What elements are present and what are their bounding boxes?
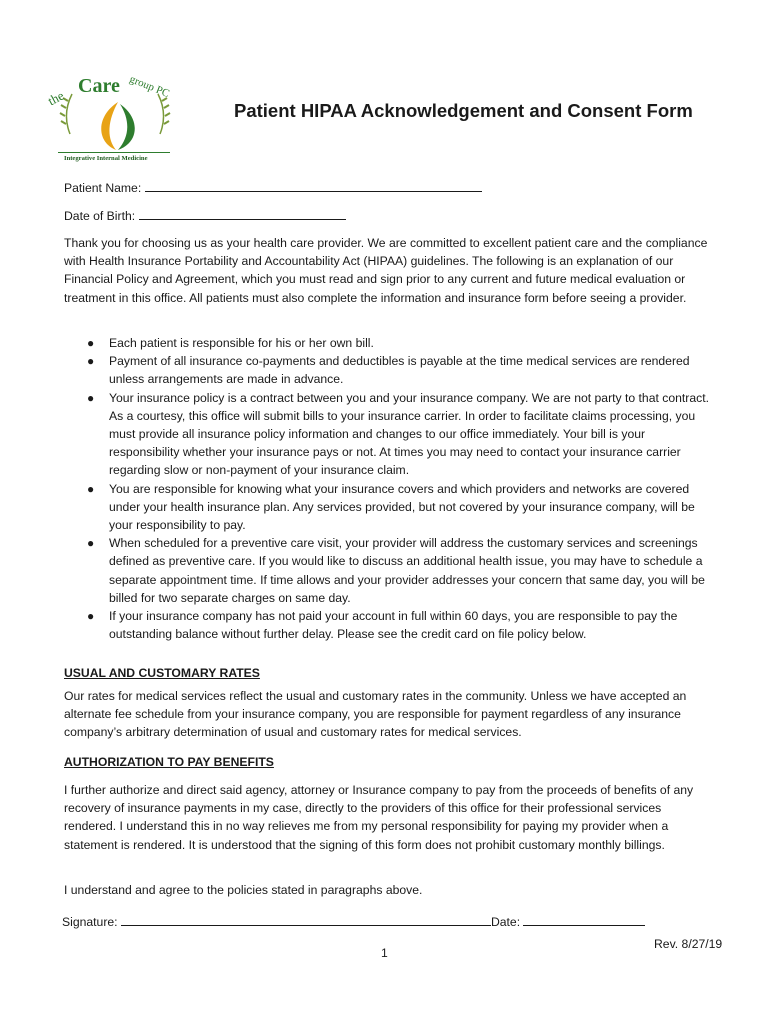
signature-row [62, 913, 645, 929]
patient-name-label: Patient Name: [64, 181, 142, 195]
date-line[interactable] [523, 913, 645, 926]
patient-name-line[interactable] [145, 179, 482, 192]
agreement-text: I understand and agree to the policies stated in paragraphs above. [64, 883, 423, 897]
authorization-paragraph: I further authorize and direct said agency, attorney or Insurance company to pay from the proceeds of benefits of any recovery of insurance payments in my case, directly to the providers of this office for their professional services rendered. I understand this in no way relieves me from my personal responsibility for paying my provider when a statement is rendered. It is understood that the signing of this form does not prohibit customary monthly billings. [64, 783, 694, 852]
usual-rates-heading: USUAL AND CUSTOMARY RATES [64, 666, 260, 680]
patient-name-row [64, 179, 482, 195]
list-item: ● When scheduled for a preventive care visit, your provider will address the customary services and screenings defined as preventive care. If you would like to discuss an additional health issue, you may have to schedule a separate appointment time. If time allows and your provider addresses your concern that same day, you will be billed for two separate charges on same day. [87, 536, 705, 605]
list-item: ● If your insurance company has not paid your account in full within 60 days, you are responsible to pay the outstanding balance without further delay. Please see the credit card on file policy below. [87, 609, 678, 642]
list-item: ● Your insurance policy is a contract between you and your insurance company. We are not party to that contract. As a courtesy, this office will submit bills to your insurance carrier. In order to facilitate claims processing, you must provide all insurance policy information and changes to our office immediately. Your bill is your responsibility whether your insurance pays or not. At times you may need to contact your insurance carrier regarding slow or non-payment of your insurance claim. [87, 390, 709, 478]
logo-tagline: Integrative Internal Medicine [64, 155, 148, 162]
list-item: ● You are responsible for knowing what your insurance covers and which providers and networks are covered under your health insurance plan. Any services provided, but not covered by your insurance company, will be your responsibility to pay. [87, 481, 695, 533]
dob-row [64, 207, 346, 223]
signature-line[interactable] [121, 913, 491, 926]
intro-paragraph: Thank you for choosing us as your health care provider. We are committed to excellent patient care and the compliance with Health Insurance Portability and Accountability Act (HIPAA) guidelines. The following is an explanation of our Financial Policy and Agreement, which you must read and sign prior to any current and future medical evaluation or treatment in this office. All patients must also complete the information and insurance form before seeing a provider. [64, 236, 708, 305]
page-title: Patient HIPAA Acknowledgement and Consent Form [234, 100, 693, 121]
signature-label: Signature: [62, 915, 118, 929]
list-item: ● Each patient is responsible for his or her own bill. [87, 336, 374, 350]
dob-label: Date of Birth: [64, 209, 136, 223]
dob-line[interactable] [139, 207, 346, 220]
company-logo [45, 64, 180, 162]
logo-word-group: group PC [127, 73, 172, 100]
list-item: ● Payment of all insurance co-payments and deductibles is payable at the time medical services are rendered unless arrangements are made in advance. [87, 354, 690, 387]
logo-word-the: the [45, 87, 67, 109]
policy-list [64, 334, 714, 643]
revision-date: Rev. 8/27/19 [654, 937, 723, 951]
date-label: Date: [490, 915, 521, 929]
usual-rates-paragraph: Our rates for medical services reflect the usual and customary rates in the community. Unless we have accepted an alternate fee schedule from your insurance company, you are responsible for payment regardless of any insurance company’s arbitrary determination of usual and customary rates for medical services. [64, 689, 687, 740]
page-number: 1 [381, 946, 388, 960]
logo-word-care: Care [78, 75, 120, 97]
authorization-heading: AUTHORIZATION TO PAY BENEFITS [64, 755, 274, 769]
